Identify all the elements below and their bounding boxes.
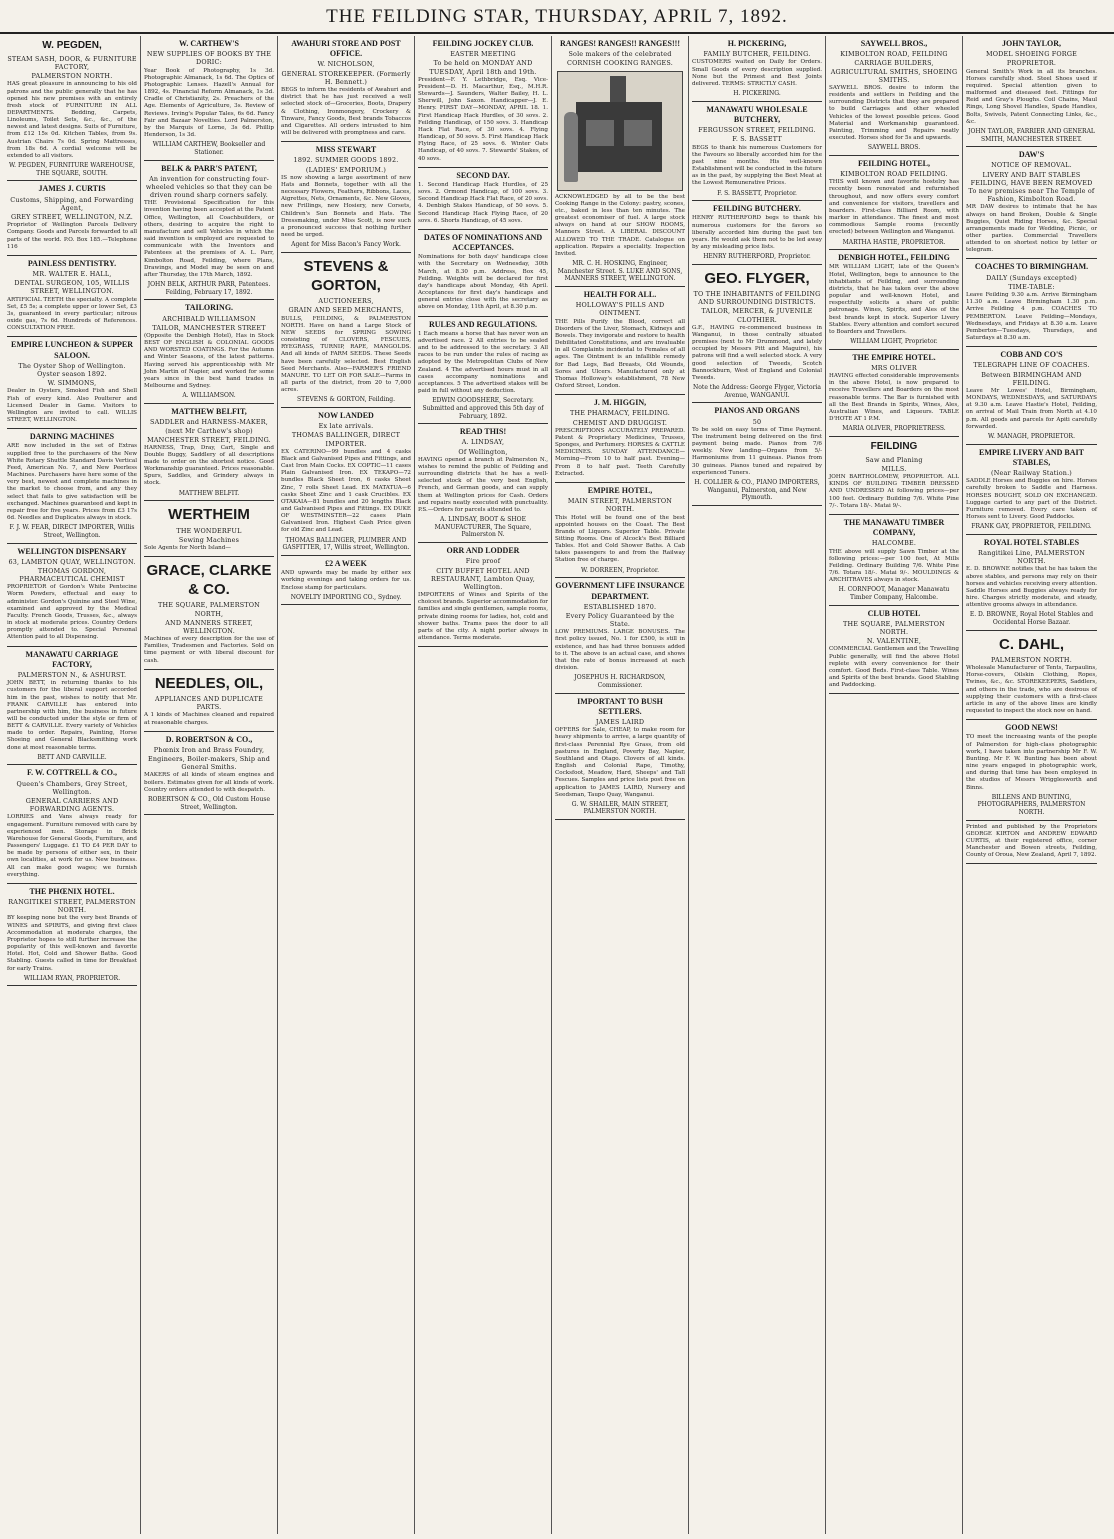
ad-signature: W. DORREEN, Proprietor. (581, 566, 659, 574)
ad-subtitle: AUCTIONEERS, (318, 297, 374, 306)
ad-body: BULLS, FEILDING, & PALMERSTON NORTH. Have on hand a Large Stock of NEW SEEDS for SPRING SOWING consisting of CLOVERS, FESCUES, RYEGRASS, TURNIP, RAPE, MANGOLDS. And all kinds of FARM SEEDS. These Seeds have been carefully selected. Best English Seed Merchants. Also—FARMER'S FRIEND MANURE. TO LET OR FOR SALE—Farms in all parts of the district, from 20 to 7,000 acres. (281, 315, 411, 394)
ad-body: BEGS to thank his numerous Customers for the Favours so liberally accorded him for the past nine months. His well-known Establishment will be conducted in the future as in the past, by supplying the Best Meat at the Lowest Remunerative Prices. (692, 144, 822, 187)
ad-title: EMPIRE LUNCHEON & SUPPER SALOON. (10, 340, 133, 360)
ad-title: JAMES J. CURTIS (38, 184, 106, 194)
advertisement (966, 720, 1097, 821)
newspaper-columns (4, 36, 1110, 1534)
ad-subtitle-2: CORNISH COOKING RANGES. (566, 59, 673, 68)
ad-signature: JOHN TAYLOR, FARRIER AND GENERAL SMITH, MANCHESTER STREET. (968, 127, 1095, 143)
ad-subtitle: FERGUSSON STREET, FEILDING. (698, 126, 816, 135)
advertisement (7, 884, 137, 987)
ad-title: MISS STEWART (315, 145, 377, 155)
advertisement (829, 156, 959, 250)
advertisement (692, 403, 822, 506)
advertisement (966, 36, 1097, 147)
advertisement (7, 429, 137, 543)
ad-title: HEALTH FOR ALL. (583, 290, 657, 300)
ad-title: NOW LANDED (318, 410, 374, 420)
ad-signature: JOHN BELK, ARTHUR PARR, Patentees. Feilding, February 17, 1892. (147, 281, 271, 296)
advertisement (555, 578, 685, 693)
advertisement (966, 259, 1097, 347)
ad-signature: BILLENS AND BUNTING, PHOTOGRAPHERS, PALMERSTON NORTH. (977, 793, 1086, 817)
ad-signature: H. CORNFOOT, Manager Manawatu Timber Company, Halcombe. (838, 586, 950, 601)
ad-title: MATTHEW BELFIT, (171, 406, 247, 416)
ad-signature: MR. C. H. HOSKING, Engineer, Manchester Street. S. LUKE AND SONS, MANNERS STREET, WELLINGTON. (557, 260, 683, 283)
column-7 (826, 36, 963, 1534)
ad-body: Year Book of Photography, 1s 3d. Photographic Almanack, 1s 6d. The Optics of Photographic Lenses. Hazell's Annual for 1892, 4s. Financial Reform Almanack, 1s 3d. Cradle of Christianity, 2s. Preachers of the Age. Elements of Agriculture, 3s. Review of Reviews. Irving's Popular Tales, 6s 6d. Fancy Fair and Bazaar Novelties. Lord Palmerston, by the Marquis of Lorne, 3s 6d. Phillip Henderson, 1s 3d. (144, 67, 274, 139)
advertisement (829, 515, 959, 606)
ad-subtitle-2: F. S. BASSETT (732, 135, 782, 144)
advertisement (281, 556, 411, 605)
ad-subtitle: W. NICHOLSON, (317, 60, 375, 69)
advertisement (966, 631, 1097, 720)
ad-subtitle: Queen's Chambers, Grey Street, Wellington. (16, 779, 128, 796)
advertisement (418, 424, 548, 543)
ad-signature: EDWIN GOODSHERE, Secretary. Submitted and approved this 5th day of February, 1892. (422, 397, 544, 420)
ad-body: IMPORTERS of Wines and Spirits of the choicest brands. Superior accommodation for families and single gentlemen, sample rooms, private dining rooms for ladies, hot, cold and shower baths. Trams pass the door to all parts of the city. A night porter always in attendance. Terms moderate. (418, 592, 548, 642)
ad-body: THE above will supply Sawn Timber at the following prices:—per 100 feet, At Mills Feilding. Ordinary Building 7/6. White Pine 7/6. Totara 18/-. Matai 9/-. MOULDINGS & ARCHITRAVES always in stock. (829, 548, 959, 584)
ad-title: DENBIGH HOTEL, FEILDING (838, 253, 950, 263)
ad-signature: WILLIAM LIGHT, Proprietor. (850, 338, 938, 346)
ad-title: D. ROBERTSON & CO., (165, 734, 253, 744)
ad-subtitle: HOLLOWAY'S PILLS AND OINTMENT. (575, 301, 665, 318)
ad-title: MANAWATU WHOLESALE BUTCHERY, (706, 104, 808, 124)
ad-subtitle-2: GREY STREET, WELLINGTON, N.Z. (10, 213, 134, 222)
ad-subtitle-2: THOMAS GORDON, PHARMACEUTICAL CHEMIST (19, 566, 125, 584)
ad-subtitle: Customs, Shipping, and Forwarding Agent, (10, 195, 134, 212)
ad-body: This Hotel will be found one of the best appointed houses on the Coast. The Best Brands of Liquors. Superior Table. Private Sitting Rooms. One of Alcock's Best Billiard Tables. Hot and Cold Shower Baths. A Cab takes passengers to and from the Railway Station free of charge. (555, 514, 685, 564)
ad-subtitle-2: (LADIES' EMPORIUM.) (305, 165, 387, 174)
ad-body: CUSTOMERS waited on Daily for Orders. Small Goods of every description supplied. None but the Primest and Best Joints delivered. TERMS: STRICTLY CASH. (692, 59, 822, 87)
column-5 (552, 36, 689, 1534)
ad-body: Leave Feilding 9.30 a.m. Arrive Birmingham 11.30 a.m. Leave Birmingham 1.30 p.m. Arrive Feilding 4 p.m. COACHES TO PEMBERTON. Leave Feilding—Mondays, Wednesdays, and Fridays at 8.30 a.m. Leave Pemberton—Tuesdays, Thursdays, and Saturdays at 8.30 a.m. (966, 292, 1097, 342)
ad-subtitle: Ex late arrivals. (318, 422, 374, 431)
ad-title: BELK & PARR'S PATENT, (161, 163, 257, 173)
ad-title: PIANOS AND ORGANS (714, 406, 800, 416)
ad-subtitle-2: Of Wellington, (458, 447, 508, 456)
ad-subtitle: (Near Railway Station.) (991, 469, 1072, 478)
column-1 (4, 36, 141, 1534)
ad-title: DARNING MACHINES (29, 432, 115, 442)
column-3 (278, 36, 415, 1534)
ad-signature: BETT AND CARVILLE. (37, 753, 107, 761)
ad-subtitle-2: CITY BUFFET HOTEL AND RESTAURANT, Lambton Quay, Wellington. (431, 566, 535, 591)
ad-subtitle-2: GENERAL CARRIERS AND FORWARDING AGENTS. (25, 797, 119, 814)
ad-body: Printed and published by the Proprietors GEORGE KIRTON and ANDREW EDWARD CURTIS, at their registered office, corner Manchester and Bowen streets, Feilding, County of Oroua, New Zealand, April 7, 1892. (966, 823, 1097, 859)
ad-signature: WILLIAM CARTHEW, Bookseller and Stationer. (152, 141, 266, 156)
advertisement (555, 36, 685, 287)
advertisement (7, 544, 137, 647)
ad-body: General Smith's Work in all its branches. Horses carefully shod. Steel Shoes used if required. Special attention given to malformed and diseased feet. Fittings for Reid and Gray's Ploughs. Coil Chains, Maul Rings, Long Shovel Handles, Spade Handles, Bolts, Swivels, Patent Connecting Links, &c., &c. (966, 68, 1097, 125)
ad-subtitle: APPLIANCES AND DUPLICATE PARTS. (155, 694, 263, 712)
ad-signature: W. PEGDEN, FURNITURE WAREHOUSE, THE SQUARE, SOUTH. (9, 162, 135, 177)
ad-signature: THOMAS BALLINGER, PLUMBER AND GASFITTER, 17, Willis street, Wellington. (282, 536, 410, 552)
ad-signature: A. LINDSAY, BOOT & SHOE MANUFACTURER, The Square, Palmerston N. (434, 516, 532, 539)
ad-subtitle: KIMBOLTON ROAD FEILDING. (840, 170, 948, 179)
ad-body: (Opposite the Denbigh Hotel), Has in Stock BEST OF ENGLISH & COLONIAL GOODS AND WORSTED COATINGS. For the Autumn and Winter Seasons, of the latest patterns. Having served his apprenticeship with Mr John Martin of Napier, and worked for some years since in the best hand trades in Melbourne and Sydney. (144, 332, 274, 390)
ad-title: H. PICKERING, (727, 39, 787, 48)
advertisement (692, 102, 822, 201)
ad-body: PROPRIETOR of Gordon's White Pentecine Worm Powders, effectual and easy to administer. Gordon's Quinine and Steel Wine, examined and approved by the Medical Faculty. French Goods, Trusses, &c., always in stock at moderate prices. Country Orders promptly attended to. Special Personal Attention paid to all Dispensing. (7, 584, 137, 641)
ad-subtitle: EASTER MEETING (450, 50, 516, 59)
ad-title: TAILORING. (184, 303, 234, 313)
ad-subtitle: MRS OLIVER (871, 363, 917, 372)
ad-subtitle-2: To be held on MONDAY AND TUESDAY, April 18th and 19th. (429, 59, 537, 76)
ad-title: EMPIRE HOTEL, (587, 485, 653, 495)
ad-title: DATES OF NOMINATIONS AND ACCEPTANCES. (423, 232, 543, 253)
ad-body: 1. Second Handicap Hack Hurdles, of 25 sovs. 2. Ormond Handicap, of 100 sovs. 3. Second Handicap Hack Flat Race, of 20 sovs. 4. Denbigh Stakes Handicap, of 50 sovs. 5. Second Handicap Hack Flying Race, of 20 sovs. 6. Shorts Handicap, of 45 sovs. (418, 181, 548, 224)
ad-signature: WILLIAM RYAN, PROPRIETOR. (23, 974, 121, 982)
ad-body: HAVING effected considerable improvements in the above Hotel, is now prepared to receive Travellers and Boarders on the most reasonable terms. The Bar is furnished with all the Best Brands in Spirits, Wines, Ales, Australian Wines, and Liqueurs. TABLE D'HOTE AT 1 P.M. (829, 373, 959, 423)
ad-title: JOHN TAYLOR, (1002, 39, 1061, 48)
ad-title: IMPORTANT TO BUSH SETTLERS. (577, 696, 663, 716)
ad-subtitle-2: W. SIMMONS, (47, 379, 97, 388)
ad-subtitle: The Oyster Shop of Wellington. Oyster season 1892. (18, 361, 126, 379)
ad-body: ARTIFICIAL TEETH the specialty. A complete Set, £5 5s; a complete upper or lower Set, £3 3s, guaranteed in every particular; nitrous oxide gas, 7s 6d. Hundreds of References. CONSULTATION FREE. (7, 296, 137, 332)
ad-signature: E. D. BROWNE, Royal Hotel Stables and Occidental Horse Bazaar. (969, 611, 1094, 627)
ad-body: IS now showing a large assortment of new Hats and Bonnets, together with all the necessary Flowers, Feathers, Ribbons, Laces, Aigrettes, Nets, Ornaments, &c. New Gloves, new Frillings, new Hosiery, new Corsets, Children's Sun Bonnets and Hats. The Dressmaking, under Miss Scott, is now such a pronounced success that nothing further need be urged. (281, 174, 411, 238)
ad-subtitle: RANGITIKEI STREET, PALMERSTON NORTH. (8, 898, 136, 915)
ad-body: A 1 kinds of Machines cleaned and repaired at reasonable charges. (144, 712, 274, 726)
ad-signature: ROBERTSON & CO., Old Custom House Street, Wellington. (147, 795, 271, 811)
ad-subtitle: Rangitikei Line, PALMERSTON NORTH. (977, 549, 1086, 566)
advertisement (7, 337, 137, 429)
ad-subtitle-2: TIME-TABLE: (1008, 282, 1055, 291)
ad-subtitle-2: PALMERSTON NORTH. (31, 72, 113, 81)
ad-subtitle: MAIN STREET, PALMERSTON NORTH. (567, 497, 673, 514)
ad-signature: MARTHA HASTIE, PROPRIETOR. (842, 238, 946, 246)
ad-title: W. CARTHEW'S (179, 39, 239, 48)
ad-subtitle-2: GENERAL STOREKEEPER. (Formerly H. Bennett.) (281, 69, 411, 86)
ad-body: LOW PREMIUMS. LARGE BONUSES. The first policy issued, No. 1 for £500, is still in existence, and has had three bonuses added to it. The above is an actual case, and shows that the rate of bonus increased at each division. (555, 629, 685, 672)
advertisement (144, 36, 274, 161)
ad-subtitle-2: CARRIAGE BUILDERS, AGRICULTURAL SMITHS, SHOEING SMITHS. (830, 59, 958, 84)
ad-body: AND upwards may be made by either sex working evenings and taking orders for us. Enclose stamp for particulars. (281, 570, 411, 591)
ad-title: GOOD NEWS! (1005, 723, 1058, 733)
ad-title: GOVERNMENT LIFE INSURANCE DEPARTMENT. (555, 581, 685, 601)
ad-signature: F. S. BASSETT, Proprietor. (717, 189, 797, 197)
ad-body: Leave Mr Lowes' Hotel, Birmingham, MONDAYS, WEDNESDAYS, and SATURDAYS at 9.30 a.m. Leave Hastie's Hotel, Feilding, on arrival of Mail Train from North at 4.10 p.m. All goods and parcels for Apiti carefully forwarded. (966, 387, 1097, 430)
advertisement (418, 543, 548, 647)
ad-subtitle: MR. WALTER E. HALL, (32, 270, 112, 279)
advertisement (555, 694, 685, 821)
ad-body: HARNESS, Trap, Dray, Cart, Single and Double Buggy, Saddlery of all descriptions made to order on the shortest notice. Good Workmanship guaranteed. Prices reasonable. Spurs, Saddles, and Grindery always in stock. (144, 444, 274, 487)
ad-subtitle: JAMES LAIRD (595, 718, 645, 727)
ad-subtitle: PALMERSTON N., & ASHURST. (17, 671, 127, 680)
ad-title: C. DAHL, (999, 635, 1064, 653)
ad-body: THIS well known and favorite hostelry has recently been renovated and refurnished throughout, and now offers every comfort and convenience for visitors, travellers and boarders. First-class Billiard Room, with marker in attendance. The finest and most commodious Sample rooms (recently erected) between Wellington and Wanganui. (829, 179, 959, 236)
ad-subtitle: STEAM SASH, DOOR, & FURNITURE FACTORY, (7, 54, 137, 71)
ad-body: Sole Agents for North Island— (144, 544, 231, 551)
ad-title: FEILDING JOCKEY CLUB. (432, 39, 534, 48)
ad-subtitle: TO THE INHABITANTS of FEILDING AND SURROUNDING DISTRICTS. (693, 290, 821, 307)
ad-body: THE Provisional Specification for this invention having been accepted at the Patent Office, Wellington, all Coachbuilders, or others, desiring to acquire the right to manufacture and sell Vehicles in which the said invention is employed are requested to communicate with the Inventors and Patentees at the premises of A. L. Parr, Kimbolton Road, Feilding, where Plans, Drawings, and Model may be seen on and after Thursday, the 17th March, 1892. (144, 200, 274, 278)
ad-signature: G. W. SHAILER, MAIN STREET, PALMERSTON NORTH. (571, 800, 669, 816)
ad-subtitle-2: N. VALENTINE, (866, 637, 922, 646)
column-2 (141, 36, 278, 1534)
ad-subtitle: PALMERSTON NORTH. (991, 655, 1072, 664)
ad-body: HAS great pleasure in announcing to his old patrons and the public generally that he has opened his new premises with an entirely fresh stock of FURNITURE IN ALL DEPARTMENTS. Bedding, Carpets, Linoleums, Toilet Sets, &c., &c., of the newest and latest designs. Suits of Furniture, from £12 15s 0d. Kitchen Tables, from 9s. Austrian Chairs 7s 0d. Spring Mattresses, from 18s 6d. A cordial welcome will be extended to all visitors. (7, 81, 137, 159)
ad-body: Machines of every description for the use of Families, Tradesmen and Factories. Sold on time payment or with liberal discount for cash. (144, 636, 274, 664)
ad-subtitle-2: TAILOR, MERCER, & JUVENILE CLOTHIER. (701, 307, 813, 324)
ad-subtitle: ESTABLISHED 1870. (583, 602, 657, 611)
ad-subtitle: THE PHARMACY, FEILDING. (570, 409, 670, 418)
ad-body: SADDLE Horses and Buggies on hire. Horses carefully broken to Saddle and Harness. HORSES BOUGHT, SOLD ON EXCHANGED. Luggage carted to any part of the District. Furniture removed. Every care taken of Horses sent to Livery. Good Paddocks. (966, 478, 1097, 521)
advertisement (144, 670, 274, 732)
ad-signature: H. COLLIER & CO., PIANO IMPORTERS, Wanganui, Palmerston, and New Plymouth. (694, 478, 820, 502)
ad-body: PRESCRIPTIONS ACCURATELY PREPARED. Patent & Proprietary Medicines, Trusses, Sponges, and Perfumery. HORSES & CATTLE MEDICINES. SUNDAY ATTENDANCE—Morning—From 10 to half past. Evening—From 8 to half past. Teeth Carefully Extracted. (555, 427, 685, 477)
advertisement (692, 201, 822, 265)
ad-signature: Note the Address: George Flyger, Victoria Avenue, WANGANUI. (693, 384, 821, 399)
advertisement (555, 395, 685, 483)
advertisement (555, 287, 685, 395)
advertisement (692, 36, 822, 102)
ad-title: SAYWELL BROS., (860, 39, 928, 48)
ad-title: THE PHŒNIX HOTEL. (29, 886, 115, 896)
ad-subtitle: FAMILY BUTCHER, FEILDING. (703, 50, 811, 59)
ad-title: PAINLESS DENTISTRY. (27, 258, 117, 268)
ad-subtitle-2: LIVERY AND BAIT STABLES FEILDING, HAVE BEEN REMOVED To new premises near The Temple of Fashion, Kimbolton Road. (968, 170, 1095, 204)
advertisement (418, 36, 548, 168)
ad-subtitle: 63, LAMBTON QUAY, WELLINGTON. (8, 557, 136, 566)
ad-title: ORR AND LODDER (446, 546, 520, 556)
ad-body: ACKNOWLEDGED by all to be the best Cooking Range in the Colony: pastry, scones, etc., baked in less than ten minutes. The greatest economiser of fuel. A large stock always on hand at our SHOW ROOMS, Manners Street. A LIBERAL DISCOUNT ALLOWED TO THE TRADE. Catalogue on application. Repairs a speciality. Inspection Invited. (555, 193, 685, 257)
ad-title: FEILDING HOTEL, (857, 158, 930, 168)
ad-signature: STEVENS & GORTON, Feilding. (296, 396, 396, 404)
advertisement (418, 230, 548, 317)
advertisement (829, 250, 959, 349)
ad-subtitle: NEW SUPPLIES OF BOOKS BY THE DORIC: (146, 50, 272, 67)
ad-subtitle: DAILY (Sundays excepted) (986, 273, 1077, 282)
ad-title: EMPIRE LIVERY AND BAIT STABLES, (979, 447, 1084, 467)
ad-subtitle: THE WONDERFUL (176, 526, 242, 535)
advertisement (418, 168, 548, 230)
ad-body: HAVING opened a branch at Palmerston N., wishes to remind the public of Feilding and surrounding districts that he has a well-selected stock of the very best English, French, and German goods, and can supply them at Wellington prices for Cash. Orders and repairs neatly executed with punctuality. P.S.—Orders for parcels attended to. (418, 456, 548, 513)
advertisement (144, 300, 274, 404)
ad-body: ARE now included in the set of Extras supplied free to the purchasers of the New White Rotary Shuttle Standard Davis Vertical Feed, American No. 7, and New Peerless Machines. Purchasers have here some of the very best, newest and complete machines in the market to choose from, and any they select that fails to give satisfaction will be exchanged. Machines guaranteed and kept in repair free for five years. Prices from £3 17s 6d. Needles and Duplicates always in stock. (7, 443, 137, 522)
ad-body: Dealer in Oysters, Smoked Fish and Shell Fish of every kind. Also Poulterer and Licensed Dealer in Game. Visitors to Wellington are invited to call. WILLIS STREET, WELLINGTON. (7, 388, 137, 424)
ad-body: HENRY RUTHERFORD begs to thank his numerous customers for the favors so liberally accorded him during the past ten years. He would ask them not to be led away by any misleading price lists. (692, 215, 822, 251)
ad-body: TO meet the increasing wants of the people of Palmerston for high-class photographic work, I have taken into partnership Mr F. W. Bunting. Mr F. W. Bunting has been about nine years engaged in photographic work, and during that time has been employed in the studios of Messrs Wrigglesworth and Binns. (966, 734, 1097, 791)
advertisement (7, 36, 137, 181)
ad-body: MR DAW desires to intimate that he has always on hand Broken, Double & Single Buggies, Quiet Riding Horses, &c. Special arrangements made for Wedding, Picnic, or other parties. Commercial Travellers attended to on shortest notice by letter or telegram. (966, 204, 1097, 254)
ad-subtitle-2: THOMAS BALLINGER, DIRECT IMPORTER. (291, 431, 401, 448)
ad-signature: A. WILLIAMSON. (182, 392, 236, 400)
ad-subtitle: 1892. SUMMER GOODS 1892. (293, 156, 399, 165)
ad-body: THE Pills Purify the Blood, correct all Disorders of the Liver, Stomach, Kidneys and Bowels. They invigorate and restore to health Debilitated Constitutions, and are invaluable in all Complaints incidental to Females of all ages. The Ointment is an infallible remedy for Bad Legs, Bad Breasts, Old Wounds, Sores and Ulcers. Manufactured only at Thomas Holloway's establishment, 78 New Oxford Street, London. (555, 318, 685, 390)
ad-title: STEVENS & GORTON, (303, 257, 389, 294)
advertisement (7, 256, 137, 338)
ad-subtitle: TELEGRAPH LINE OF COACHES. (973, 361, 1090, 370)
ad-subtitle: ARCHIBALD WILLIAMSON (162, 314, 256, 323)
advertisement (829, 350, 959, 437)
ad-body: Wholesale Manufacturer of Tents, Tarpaulins, Horse-covers, Oilskin Clothing, Ropes, Twines, &c., &c. STOREKEEPERS, Saddlers, and others in the trade, who are desirous of supplying their customers with a first-class article in any of the above lines are kindly requested to inspect the stock now on hand. (966, 665, 1097, 715)
ad-title: NEEDLES, OIL, (154, 674, 264, 692)
column-8 (963, 36, 1100, 1534)
advertisement (7, 181, 137, 255)
advertisement (7, 765, 137, 883)
ad-title: COACHES TO BIRMINGHAM. (974, 262, 1089, 272)
advertisement (144, 557, 274, 670)
ad-subtitle-2: DENTAL SURGEON, 105, WILLIS STREET, WELLINGTON. (14, 279, 130, 296)
ad-subtitle: THE SQUARE, PALMERSTON NORTH. (843, 619, 945, 637)
ad-title: FEILDING (870, 440, 918, 452)
advertisement (144, 161, 274, 301)
ad-title: RANGES! RANGES!! RANGES!!! (559, 39, 680, 48)
ad-subtitle-2: TAILOR, MANCHESTER STREET (152, 323, 266, 332)
ad-title: READ THIS! (459, 427, 507, 437)
ad-title: GRACE, CLARKE & CO. (146, 562, 272, 599)
ad-subtitle-2: AND MANNERS STREET, WELLINGTON. (165, 618, 253, 635)
ad-title: WERTHEIM (168, 506, 250, 524)
advertisement (829, 36, 959, 156)
ad-body: MAKERS of all kinds of steam engines and boilers. Estimates given for all kinds of work. Country orders attended to with despatch. (144, 772, 274, 793)
ad-title: CLUB HOTEL (867, 608, 921, 618)
ad-title: ROYAL HOTEL STABLES (983, 537, 1080, 547)
advertisement (966, 535, 1097, 631)
ad-subtitle-2: Engineers, Boiler-makers, Ship and General Smiths. (147, 755, 271, 772)
ad-signature: MATTHEW BELFIT. (178, 489, 240, 497)
column-4 (415, 36, 552, 1534)
advertisement (281, 36, 411, 142)
ad-signature: Agent for Miss Bacon's Fancy Work. (291, 241, 401, 249)
advertisement (281, 408, 411, 556)
ad-subtitle: MODEL SHOEING FORGE (985, 50, 1077, 59)
advertisement (7, 647, 137, 766)
ad-subtitle: 50 (752, 417, 762, 426)
ad-body: BEGS to inform the residents of Awahuri and district that he has just received a well selected stock of—Groceries, Boots, Drapery & Clothing, Ironmongery, Crockery & Tinware, Fancy Goods, Best brands Tobaccos and Cigarettes. All orders intrusted to him will be delivered with promptness and care. (281, 87, 411, 136)
ad-signature: NOVELTY IMPORTING CO., Sydney. (290, 593, 402, 601)
advertisement (692, 265, 822, 404)
ad-subtitle: KIMBOLTON ROAD, FEILDING (840, 50, 948, 59)
ad-title: RULES AND REGULATIONS. (428, 319, 538, 329)
ad-signature: JOSEPHUS H. RICHARDSON, Commissioner. (574, 674, 666, 689)
ad-subtitle-2: (next Mr Carthew's shop) MANCHESTER STREET, FEILDING. (147, 427, 271, 444)
ad-signature: FRANK GAY, PROPRIETOR, FEILDING. (971, 523, 1092, 531)
advertisement (144, 732, 274, 816)
ad-subtitle-2: Sewing Machines (178, 535, 240, 544)
ad-body: 1 Each means a horse that has never won an advertised race. 2 All entries to be sealed and to be addressed to the secretary. 3 All races to be run under the rules of racing as adopted by the Metropolitan Clubs of New Zealand. 4 The advertised hours must in all cases accompany nominations and acceptances. 5 The advertised stakes will be paid in full without any deduction. (418, 330, 548, 395)
ad-subtitle: A. LINDSAY, (461, 438, 505, 447)
ad-subtitle-2: Every Policy Guaranteed by the State. (565, 611, 675, 629)
ad-subtitle: HALCOMBE. (871, 539, 917, 548)
ad-title: £2 A WEEK (325, 558, 367, 568)
ad-body: SAYWELL BROS. desire to inform the residents and settlers in Feilding and the surrounding Districts that they are prepared to build Carriages and other wheeled Vehicles of the lowest possible prices. Good Material and Workmanship guaranteed. Painting, Trimming and Repairs neatly executed. Horses shod for 5s and upwards. (829, 84, 959, 142)
ad-signature: SAYWELL BROS. (867, 144, 921, 152)
column-6 (689, 36, 826, 1534)
advertisement (555, 483, 685, 578)
ad-subtitle-2: GRAIN AND SEED MERCHANTS, (288, 306, 404, 315)
ad-title: THE MANAWATU TIMBER COMPANY, (843, 517, 945, 538)
ad-body: COMMERCIAL Gentlemen and the Travelling Public generally, will find the above Hotel replete with every convenience for their comfort. Good Beds. First-class Table. Wines and Spirits of the best brands. Good Stabling and Paddocking. (829, 646, 959, 689)
advertisement (418, 317, 548, 425)
ad-body: JOHN BETT, in returning thanks to his customers for the liberal support accorded him in the past, wishes to notify that Mr. FRANK CARVILLE has entered into partnership with him, the business in future will be conducted under the style or firm of BETT & CARVILLE. Every variety of Vehicles made to order. Repairs, Painting, Horse Shoeing and General Blacksmithing work done at most reasonable terms. (7, 680, 137, 751)
ad-subtitle: NOTICE OF REMOVAL. (991, 161, 1072, 170)
ad-body: E. D. BROWNE notifies that he has taken the above stables, and persons may rely on their horses and vehicles receiving every attention. Saddle Horses and Buggies always ready for hire. Charges strictly moderate, and steady, attentive grooms always in attendance. (966, 566, 1097, 609)
ad-title: FEILDING BUTCHERY. (713, 204, 801, 214)
ad-signature: HENRY RUTHERFORD, Proprietor. (703, 253, 811, 261)
ad-subtitle: THE SQUARE, PALMERSTON NORTH, (158, 601, 260, 618)
advertisement (281, 142, 411, 253)
ad-title: J. M. HIGGIN, (593, 398, 647, 408)
ad-title: F. W. COTTRELL & CO., (27, 768, 117, 778)
advertisement (966, 821, 1097, 865)
ad-subtitle: Phœnix Iron and Brass Foundry, (153, 745, 265, 754)
ad-title: DAW'S (1018, 150, 1045, 160)
ad-body: Proprietor of Wellington Parcels Delivery Company. Goods and Parcels forwarded to all parts of the world. P.O. Box 185.—Telephone 116 (7, 222, 137, 250)
ad-subtitle: Fire proof (465, 557, 501, 566)
cooking-range-illustration (557, 71, 683, 191)
ad-body: JOHN BARTHOLOMEW, PROPRIETOR. ALL KINDS OF BUILDING TIMBER DRESSED AND UNDRESSED At following prices—per 100 feet. Ordinary Building 7/6. White Pine 7/-. Totara 18/-. Matai 9/-. (829, 474, 959, 509)
ad-title: GEO. FLYGER, (704, 269, 810, 287)
advertisement (966, 347, 1097, 444)
ad-title: COBB AND CO'S (1000, 350, 1063, 360)
advertisement (829, 606, 959, 695)
ad-body: BY keeping none but the very best Brands of WINES and SPIRITS, and giving first class Accommodation at moderate charges, the Proprietor hopes to still further increase the popularity of this well-known and favorite Hotel. Hot, Cold and Shower Baths. Good Stabling. Guests called in time for Breakfast for early Trains. (7, 915, 137, 972)
ad-body: OFFERS for Sale, CHEAP, to make room for heavy shipments to arrive, a large quantity of first-class Perennial Rye Grass, from old pastures in England, Poverty Bay, Napier, Southland and Otago. Clovers of all kinds. English and Colonial Rape, Timothy, Cocksfoot, Meadow, Hard, Sheeps' and Tall Fescues. Samples and price lists post free on application to JAMES LAIRD, Nursery and Seedsman, Taupo Quay, Wanganui. (555, 727, 685, 798)
ad-title: THE EMPIRE HOTEL. (852, 352, 936, 362)
ad-signature: MARIA OLIVER, PROPRIETRESS. (842, 425, 946, 433)
ad-body: EX CATERINO—99 bundles and 4 casks Black and Galvanised Pipes and Fittings, and Cast Iron Main Cocks. EX COPTIC—11 cases Plain Galvanised Iron. EX TEKAPO—72 bundles Black Sheet Iron, 6 casks Sheet Zinc, 7 rolls Sheet Lead. EX MATATUA—6 casks Sheet Zinc and 1 cask Crucibles. EX OTAKAIA—81 bundles and 20 lengths Black and Galvanised Pipes and Fittings. EX DUKE OF WESTMINSTER—22 cases Plain Galvanised Iron. Highest Cash Price given for old Zinc and Lead. (281, 448, 411, 534)
ad-subtitle: SADDLER and HARNESS-MAKER, (150, 418, 268, 427)
masthead-title: THE FEILDING STAR, THURSDAY, APRIL 7, 1892. (326, 6, 788, 27)
ad-body: LORRIES and Vans always ready for engagement. Furniture removed with care by experienced men. Storage in Brick Warehouse for General Goods, Furniture, and Passengers' Luggage. £1 TO £4 PER DAY to be made by persons of either sex, in their own localities, at work for us. New business. All can make good wages; we furnish everything. (7, 814, 137, 878)
advertisement (966, 445, 1097, 535)
advertisement (144, 404, 274, 501)
ad-title: AWAHURI STORE AND POST OFFICE. (291, 39, 401, 59)
ad-signature: F. J. W. FEAR, DIRECT IMPORTER, Willis Street, Wellington. (9, 524, 135, 539)
ad-body: President—F. Y. Lethbridge, Esq. Vice-President—D. H. Macarthur, Esq., M.H.R. Stewards—J. Saunders, Walter Bailey, H. L. Sherwill, John Saxon. Handicapper—J. E. Henry. FIRST DAY—MONDAY, APRIL 18. 1. First Handicap Hack Hurdles, of 30 sovs. 2. Feilding Handicap, of 150 sovs. 3. Handicap Hack Flat Race, of 30 sovs. 4. Flying Handicap, of 50 sovs. 5. First Handicap Hack Flying Race, of 25 sovs. 6. Winter Oats Handicap, of 40 sovs. 7. Stewards' Stakes, of 40 sovs. (418, 76, 548, 162)
ad-title: SECOND DAY. (456, 170, 510, 180)
advertisement (966, 147, 1097, 259)
ad-body: To be sold on easy terms of Time Payment. The instrument being delivered on the first payment being made. Pianos from 7/6 weekly. New landing—Organs from 5/- Harmoniums from 11 guineas. Pianos from 30 guineas. Pianos tuned and repaired by experienced Tuners. (692, 426, 822, 476)
ad-title: W. PEGDEN, (42, 40, 102, 51)
ad-subtitle-2: PROPRIETOR. (1006, 59, 1057, 68)
ad-body: Nominations for both days' handicaps close with the Secretary on Wednesday, 30th March, at 8.30 p.m. Address, Box 45, Feilding. Weights will be declared for first day's handicaps about Monday, 4th April. Acceptances for first day's handicaps and general entries close with the secretary as above on Monday, 11th April, at 8.30 p.m. (418, 254, 548, 311)
ad-title: MANAWATU CARRIAGE FACTORY, (25, 649, 119, 669)
ad-subtitle-2: Between BIRMINGHAM AND FEILDING. (981, 370, 1082, 387)
ad-body: MR WILLIAM LIGHT, late of the Queen's Hotel, Wellington, begs to announce to the inhabitants of Feilding, and surrounding districts, that he has taken over the above popular and well-known Hotel, and respectfully solicits a share of public patronage. Wines, Spirits, and Ales of the best brands kept in stock. Superior Livery Stables. Every attention and comfort secured to Boarders and Travellers. (829, 264, 959, 335)
ad-subtitle-2: CHEMIST AND DRUGGIST. (572, 418, 668, 427)
advertisement (281, 253, 411, 408)
ad-subtitle-2: MILLS. (881, 464, 907, 473)
masthead (0, 0, 1114, 34)
ad-signature: H. PICKERING. (733, 90, 781, 98)
ad-subtitle: Sole makers of the celebrated (568, 50, 672, 59)
advertisement (829, 437, 959, 515)
advertisement (144, 501, 274, 557)
ad-subtitle: An invention for constructing four-wheeled vehicles so that they can be driven round sharp corners safely. (145, 174, 273, 200)
ad-subtitle: Saw and Planing (865, 455, 923, 464)
ad-title: WELLINGTON DISPENSARY (17, 546, 127, 556)
ad-body: G.F., HAVING re-commenced business in Wanganui, in those centrally situated premises (next to Mr Drummond, and lately occupied by Messrs Pitt and Maguire), his patrons will find a well selected stock. A very good selection of Tweeds, Scotch Bannockburn, West of England and Colonial Tweeds. (692, 324, 822, 381)
ad-signature: W. MANAGH, PROPRIETOR. (988, 432, 1075, 440)
